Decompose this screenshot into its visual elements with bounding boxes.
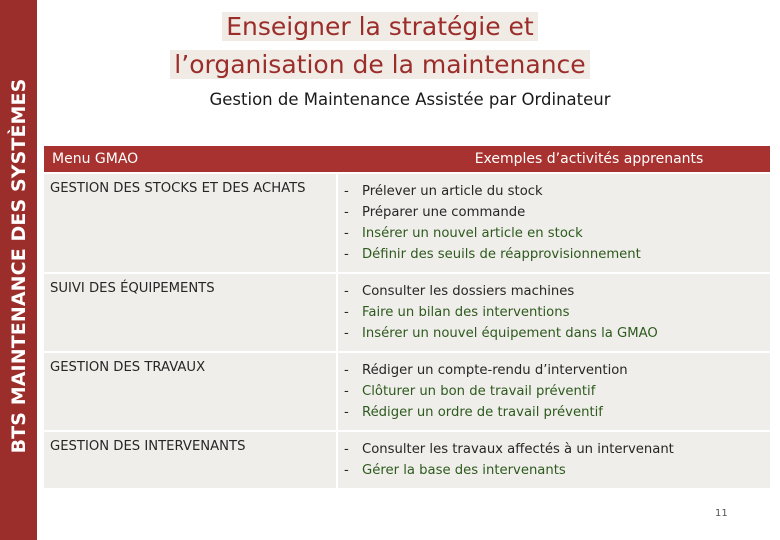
activity-item — [344, 460, 764, 481]
activity-dash: - — [344, 384, 349, 399]
header-menu: Menu GMAO — [44, 146, 336, 172]
activity-text: Préparer une commande — [362, 205, 526, 220]
table-header-row — [44, 146, 770, 172]
activity-dash: - — [344, 463, 349, 478]
activity-text: Rédiger un ordre de travail préventif — [362, 405, 603, 420]
table-row — [44, 174, 770, 272]
menu-cell: GESTION DES INTERVENANTS — [44, 432, 336, 488]
activity-dash: - — [344, 326, 349, 341]
activity-item — [344, 302, 764, 323]
activity-item — [344, 244, 764, 265]
activity-text: Insérer un nouvel article en stock — [362, 226, 583, 241]
page-number: 11 — [715, 508, 728, 519]
activity-item — [344, 223, 764, 244]
table-row — [44, 432, 770, 488]
activity-item — [344, 202, 764, 223]
activity-dash: - — [344, 205, 349, 220]
activity-dash: - — [344, 442, 349, 457]
activity-dash: - — [344, 247, 349, 262]
slide-subtitle: Gestion de Maintenance Assistée par Ordinateur — [209, 90, 611, 109]
activity-text: Faire un bilan des interventions — [362, 305, 570, 320]
sidebar-label-wrap — [0, 0, 37, 540]
activity-item — [344, 360, 764, 381]
gmao-table — [44, 144, 770, 490]
activity-dash: - — [344, 184, 349, 199]
activity-item — [344, 381, 764, 402]
activity-text: Prélever un article du stock — [362, 184, 543, 199]
activity-dash: - — [344, 226, 349, 241]
activity-text: Consulter les dossiers machines — [362, 284, 575, 299]
activity-item — [344, 439, 764, 460]
activity-dash: - — [344, 305, 349, 320]
activities-cell — [336, 432, 770, 488]
activity-text: Rédiger un compte-rendu d’intervention — [362, 363, 628, 378]
activity-text: Gérer la base des intervenants — [362, 463, 566, 478]
menu-cell: GESTION DES TRAVAUX — [44, 353, 336, 430]
activities-cell — [336, 174, 770, 272]
activity-dash: - — [344, 363, 349, 378]
table-row — [44, 353, 770, 430]
activity-item — [344, 323, 764, 344]
activity-dash: - — [344, 405, 349, 420]
title-line-2: l’organisation de la maintenance — [170, 50, 589, 79]
menu-cell: GESTION DES STOCKS ET DES ACHATS — [44, 174, 336, 272]
header-examples: Exemples d’activités apprenants — [336, 146, 770, 172]
activity-text: Consulter les travaux affectés à un intervenant — [362, 442, 674, 457]
title-line-1: Enseigner la stratégie et — [222, 12, 537, 41]
activity-item — [344, 281, 764, 302]
activity-text: Définir des seuils de réapprovisionnement — [362, 247, 641, 262]
activities-cell — [336, 353, 770, 430]
activity-text: Insérer un nouvel équipement dans la GMAO — [362, 326, 658, 341]
table-row — [44, 274, 770, 351]
menu-cell: SUIVI DES ÉQUIPEMENTS — [44, 274, 336, 351]
activities-cell — [336, 274, 770, 351]
activity-item — [344, 181, 764, 202]
sidebar-label: BTS MAINTENANCE DES SYSTÈMES — [8, 78, 30, 454]
activity-dash: - — [344, 284, 349, 299]
slide-title — [160, 8, 600, 84]
activity-item — [344, 402, 764, 423]
activity-text: Clôturer un bon de travail préventif — [362, 384, 596, 399]
